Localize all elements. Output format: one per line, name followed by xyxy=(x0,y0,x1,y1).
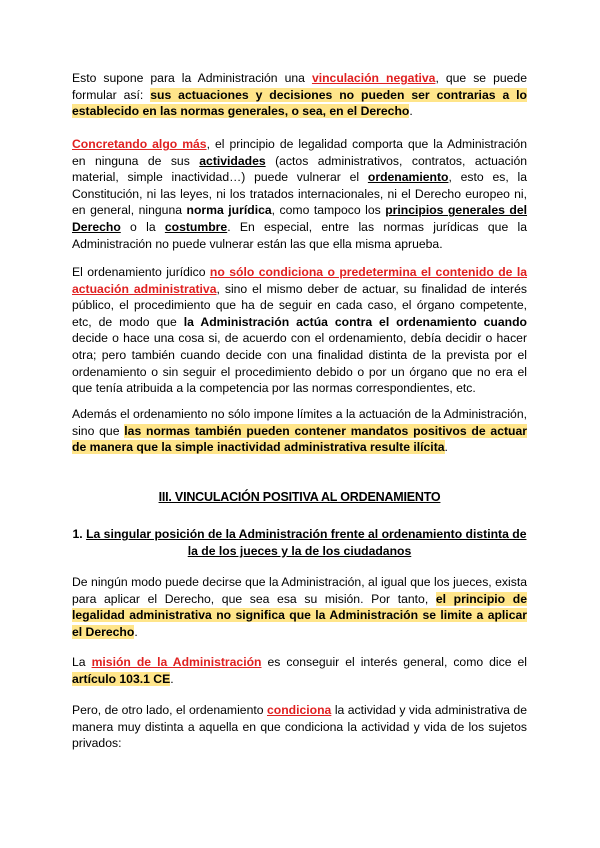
text: es conseguir el interés general, como dice el xyxy=(261,655,527,669)
bold-underlined-term: ordenamiento xyxy=(367,170,449,185)
highlight-yellow-phrase: el principio de legalidad administrativa no significa que la Administración se limite a aplicar el Derecho xyxy=(72,591,527,639)
text: De ningún modo puede decirse que la Administración, al igual que los jueces, exista para aplicar el Derecho, que sea esa su misión. Por tanto, xyxy=(72,575,527,606)
text: . xyxy=(134,624,138,639)
bold-phrase: la Administración actúa contra el ordenamiento cuando xyxy=(183,314,527,329)
highlight-yellow-term: artículo 103.1 CE xyxy=(72,671,171,686)
bold-underlined-term: actividades xyxy=(199,153,266,168)
text: , el principio de legalidad comporta que la Administración en ninguna de sus xyxy=(72,137,527,168)
text: o la xyxy=(120,219,165,234)
subsection-heading xyxy=(72,526,527,559)
bold-underlined-term: principios generales del Derecho xyxy=(72,203,528,234)
text: Además el ordenamiento no sólo impone límites a la actuación de la Administración, sino que xyxy=(72,407,527,438)
paragraph-condiciona xyxy=(72,702,527,752)
text: La xyxy=(72,655,92,669)
paragraph-concretando xyxy=(72,136,527,252)
highlight-red-term: Concretando algo más xyxy=(72,137,207,151)
highlight-red-term: vinculación negativa xyxy=(311,71,436,85)
text: Esto supone para la Administración una xyxy=(72,71,312,85)
text: , como tampoco los xyxy=(271,203,386,218)
text: , que se puede formular así: xyxy=(72,71,527,102)
highlight-red-term: misión de la Administración xyxy=(91,655,262,669)
subsection-number: 1. xyxy=(72,527,87,541)
paragraph-mision-administracion xyxy=(72,654,527,687)
text: , esto es, la Constitución, ni las leyes, ni los tratados internacionales, ni el Derecho europeo ni, en general, ninguna xyxy=(72,170,527,218)
highlight-yellow-phrase: sus actuaciones y decisiones no pueden ser contrarias a lo establecido en las normas generales, o sea, en el Derecho xyxy=(72,87,527,119)
highlight-red-term: condiciona xyxy=(267,703,332,717)
text: decide o hace una cosa si, de acuerdo con el ordenamiento, debía decidir o hacer otra; pero también cuando decide con una finalidad distinta de la prevista por el ordenamiento o sin seguir el procedimiento debido o por un órgano que no era el que tenía atribuida a la competencia por las normas correspondientes, etc. xyxy=(72,331,527,396)
bold-underlined-term: costumbre xyxy=(164,219,228,234)
bold-term: norma jurídica xyxy=(186,203,272,218)
text: la actividad y vida administrativa de manera muy distinta a aquella en que condiciona la actividad y vida de los sujetos privados: xyxy=(72,703,527,751)
text: . xyxy=(170,671,174,686)
text: , sino el mismo deber de actuar, su finalidad de interés público, el procedimiento que ha de seguir en cada caso, el órgano competente, etc, de modo que xyxy=(72,281,527,329)
text: (actos administrativos, contratos, actuación material, simple inactividad…) puede vulnerar el xyxy=(72,153,527,185)
paragraph-mision-jueces xyxy=(72,574,527,640)
text: Pero, de otro lado, el ordenamiento xyxy=(72,703,267,717)
paragraph-vinculacion-negativa xyxy=(72,70,527,120)
section-heading: III. VINCULACIÓN POSITIVA AL ORDENAMIENTO xyxy=(158,490,441,504)
subsection-title: La singular posición de la Administración frente al ordenamiento distinta de la de los jueces y la de los ciudadanos xyxy=(86,527,527,558)
text: . xyxy=(409,104,413,119)
highlight-red-phrase: no sólo condiciona o predetermina el contenido de la actuación administrativa xyxy=(72,265,527,296)
paragraph-ordenamiento-juridico xyxy=(72,264,527,397)
text: . En especial, entre las normas jurídicas que la Administración no puede vulnerar están las que ella misma aprueba. xyxy=(72,219,527,251)
text: . xyxy=(444,440,448,455)
text: El ordenamiento jurídico xyxy=(72,265,210,279)
highlight-yellow-phrase: las normas también pueden contener mandatos positivos de actuar de manera que la simple inactividad administrativa resulte ilícita xyxy=(72,423,527,455)
paragraph-mandatos-positivos xyxy=(72,406,527,456)
